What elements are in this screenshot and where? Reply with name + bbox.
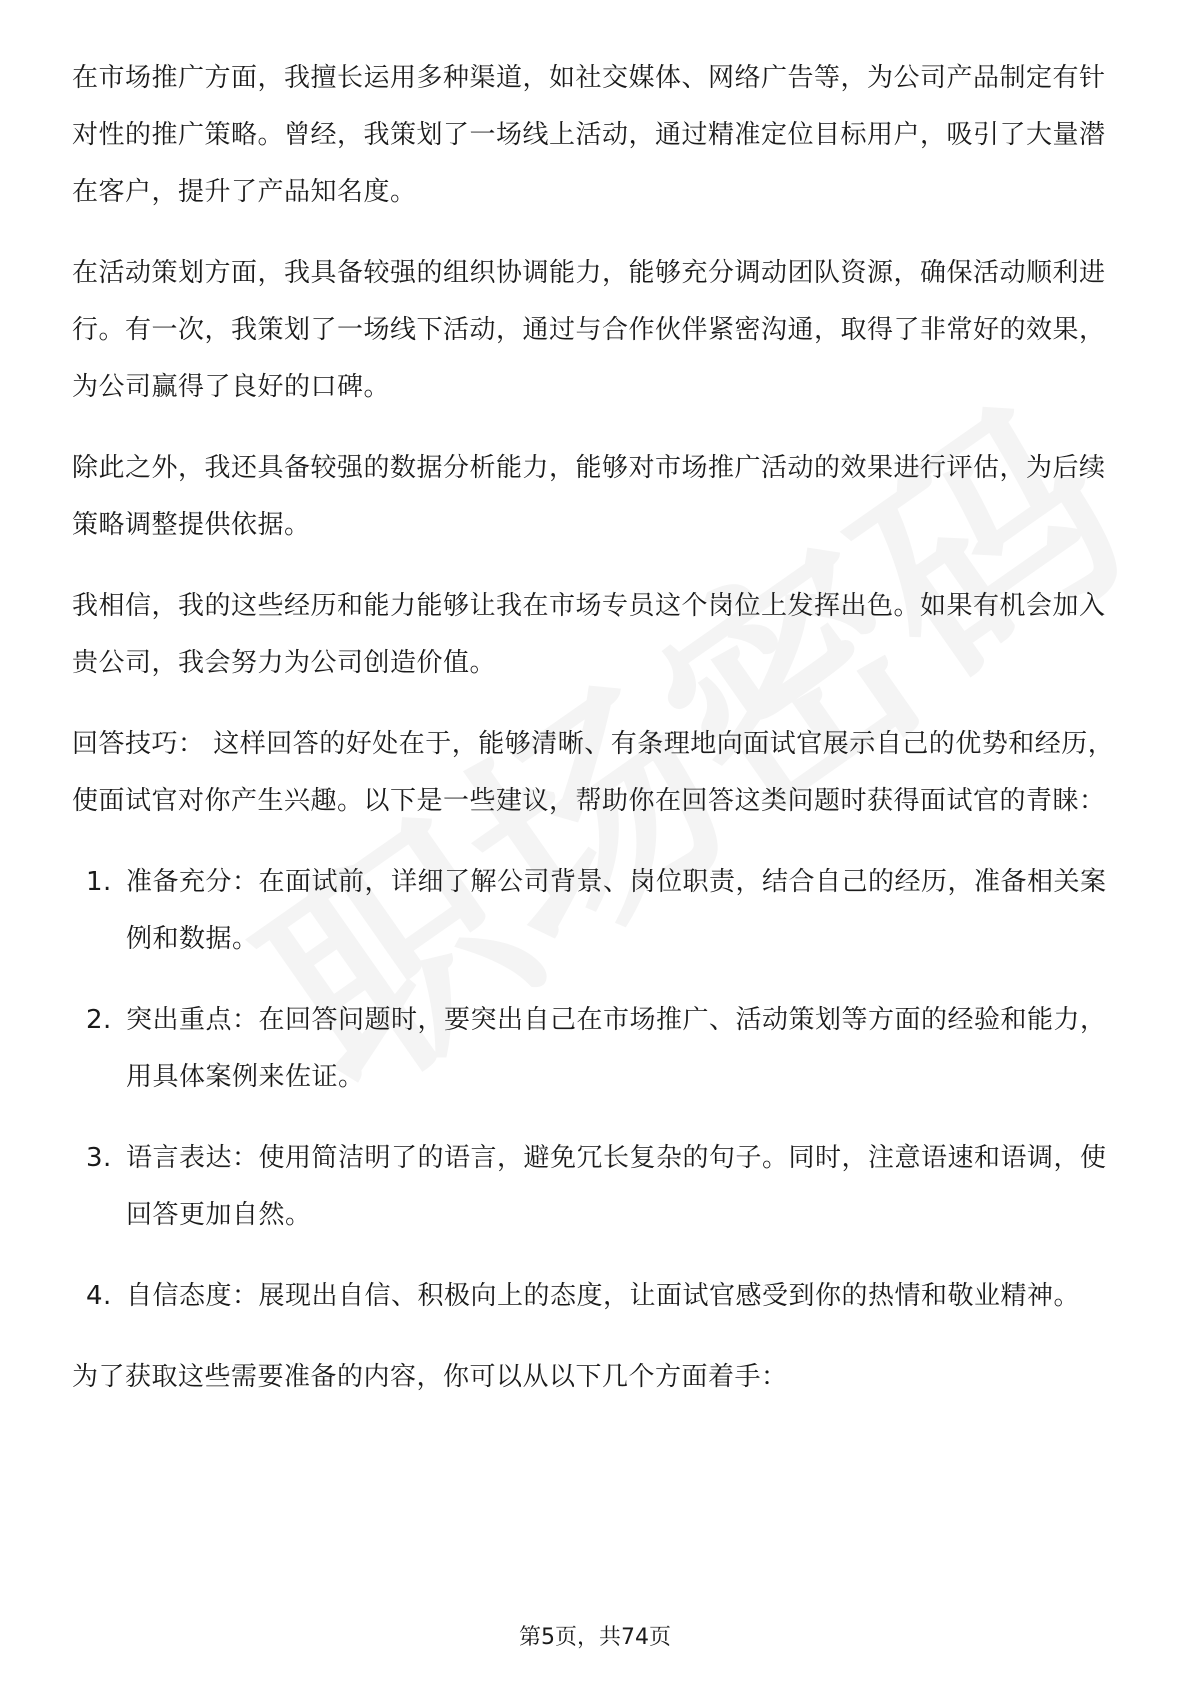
list-item [72,992,1118,1106]
paragraph-data-analysis: 除此之外，我还具备较强的数据分析能力，能够对市场推广活动的效果进行评估，为后续策略调整提供依据。 [72,453,1106,540]
paragraph-closing: 为了获取这些需要准备的内容，你可以从以下几个方面着手： [72,1362,788,1392]
list-number: 3. [86,1143,112,1173]
list-text: 准备充分：在面试前，详细了解公司背景、岗位职责，结合自己的经历，准备相关案例和数据。 [126,867,1107,954]
list-number: 4. [86,1281,112,1311]
page-footer: 第5页，共74页 [519,1625,671,1650]
list-number: 1. [86,867,112,897]
paragraph-event-planning: 在活动策划方面，我具备较强的组织协调能力，能够充分调动团队资源，确保活动顺利进行。有一次，我策划了一场线下活动，通过与合作伙伴紧密沟通，取得了非常好的效果，为公司赢得了良好的口碑。 [72,258,1106,402]
paragraph-marketing: 在市场推广方面，我擅长运用多种渠道，如社交媒体、网络广告等，为公司产品制定有针对性的推广策略。曾经，我策划了一场线上活动，通过精准定位目标用户，吸引了大量潜在客户，提升了产品知名度。 [72,63,1106,207]
tips-list [72,854,1118,1325]
paragraph-answer-tips: 回答技巧： 这样回答的好处在于，能够清晰、有条理地向面试官展示自己的优势和经历，使面试官对你产生兴趣。以下是一些建议，帮助你在回答这类问题时获得面试官的青睐： [72,729,1115,816]
paragraph-conclusion: 我相信，我的这些经历和能力能够让我在市场专员这个岗位上发挥出色。如果有机会加入贵公司，我会努力为公司创造价值。 [72,591,1106,678]
list-text: 突出重点：在回答问题时，要突出自己在市场推广、活动策划等方面的经验和能力，用具体案例来佐证。 [126,1005,1107,1092]
list-text: 语言表达：使用简洁明了的语言，避免冗长复杂的句子。同时，注意语速和语调，使回答更加自然。 [126,1143,1107,1230]
list-item [72,854,1118,968]
list-text: 自信态度：展现出自信、积极向上的态度，让面试官感受到你的热情和敬业精神。 [126,1281,1081,1311]
list-item [72,1268,1118,1325]
document-page [72,50,1118,1430]
list-item [72,1130,1118,1244]
list-number: 2. [86,1005,112,1035]
